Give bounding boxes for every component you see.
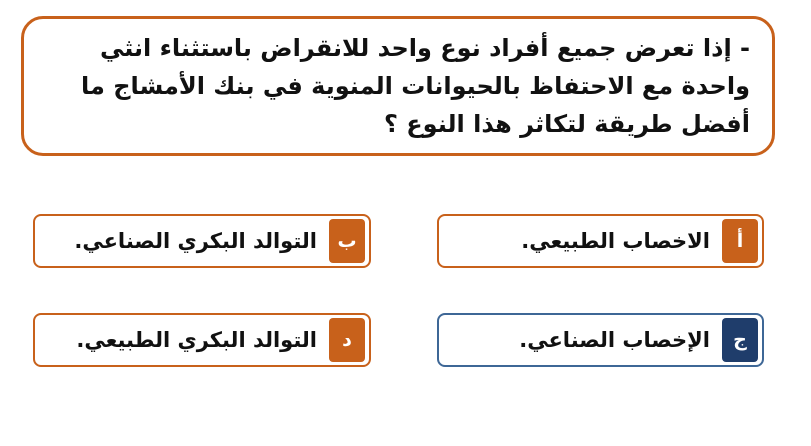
option-c[interactable]	[437, 313, 764, 367]
option-d-letter-badge: د	[329, 318, 365, 362]
option-c-letter-badge: ج	[722, 318, 758, 362]
question-box	[21, 16, 775, 156]
option-c-text: الإخصاب الصناعي.	[519, 328, 710, 352]
option-a-letter-badge: أ	[722, 219, 758, 263]
question-text: - إذا تعرض جميع أفراد نوع واحد للانقراض باستثناء انثي واحدة مع الاحتفاظ بالحيوانات المنوية في بنك الأمشاج ما أفضل طريقة لتكاثر هذا النوع ؟	[81, 34, 750, 138]
option-b-letter-badge: ب	[329, 219, 365, 263]
option-d-text: التوالد البكري الطبيعي.	[76, 328, 317, 352]
option-b[interactable]	[33, 214, 371, 268]
option-b-text: التوالد البكري الصناعي.	[74, 229, 317, 253]
option-d[interactable]	[33, 313, 371, 367]
option-a-text: الاخصاب الطبيعي.	[521, 229, 710, 253]
option-a[interactable]	[437, 214, 764, 268]
